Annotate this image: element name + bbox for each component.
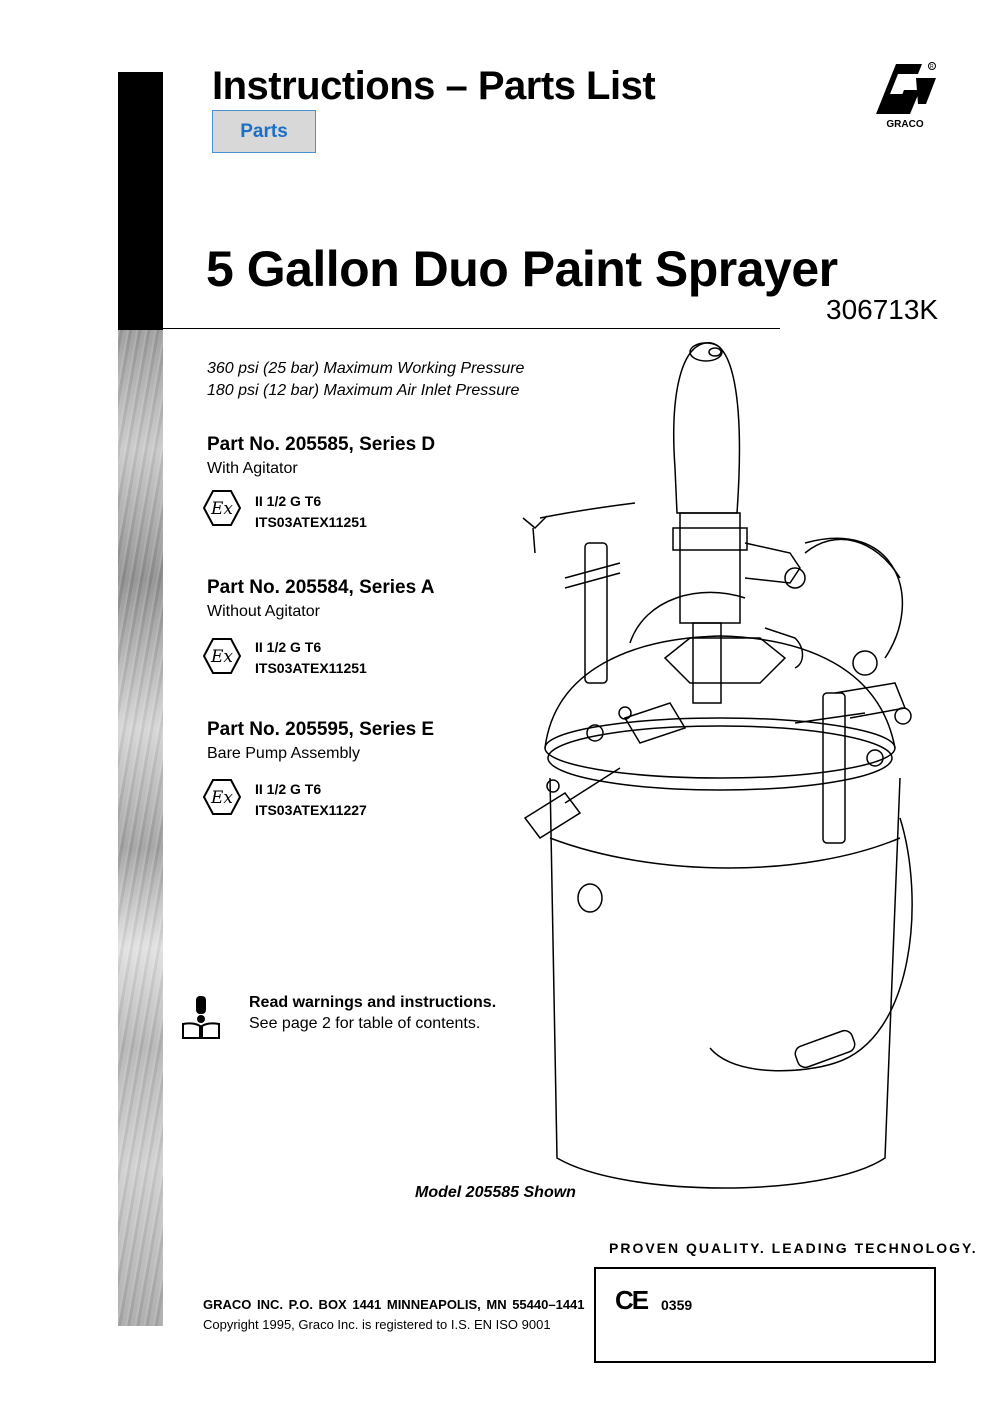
- cert-number: ITS03ATEX11227: [255, 802, 367, 818]
- parts-badge[interactable]: Parts: [212, 110, 316, 153]
- part-number-2: Part No. 205584, Series A: [207, 577, 435, 598]
- warning-manual-icon: [181, 994, 221, 1040]
- cert-rating: II 1/2 G T6: [255, 639, 322, 655]
- spec-air-inlet-pressure: 180 psi (12 bar) Maximum Air Inlet Pressure: [207, 382, 520, 399]
- footer-address: GRACO INC. P.O. BOX 1441 MINNEAPOLIS, MN 55440–1441: [203, 1297, 585, 1312]
- cert-number: ITS03ATEX11251: [255, 660, 367, 676]
- cert-rating: II 1/2 G T6: [255, 493, 322, 509]
- document-number: 306713K: [826, 294, 939, 325]
- graco-logo-icon: [872, 60, 938, 130]
- side-black-bar: [118, 72, 163, 330]
- cert-block-3: [255, 779, 367, 821]
- svg-text:Ex: Ex: [211, 499, 233, 519]
- ce-mark-icon: CE: [615, 1285, 648, 1315]
- atex-ex-icon: [203, 778, 241, 816]
- cert-block-2: [255, 637, 367, 679]
- logo-text: GRACO: [886, 119, 924, 130]
- footer-copyright: Copyright 1995, Graco Inc. is registered to I.S. EN ISO 9001: [203, 1317, 551, 1332]
- svg-text:R: R: [930, 64, 934, 70]
- side-metal-bar: [118, 330, 163, 1326]
- figure-caption: Model 205585 Shown: [415, 1184, 576, 1201]
- part-number-1: Part No. 205585, Series D: [207, 434, 436, 455]
- cert-number: ITS03ATEX11251: [255, 514, 367, 530]
- ce-notified-body-number: 0359: [661, 1297, 693, 1313]
- tagline: PROVEN QUALITY. LEADING TECHNOLOGY.: [609, 1240, 978, 1256]
- header-title: Instructions – Parts List: [212, 64, 656, 108]
- atex-ex-icon: [203, 637, 241, 675]
- svg-text:Ex: Ex: [211, 647, 233, 667]
- spec-working-pressure: 360 psi (25 bar) Maximum Working Pressure: [207, 360, 525, 377]
- page-title: 5 Gallon Duo Paint Sprayer: [206, 241, 838, 297]
- part-desc-2: Without Agitator: [207, 603, 320, 620]
- part-number-3: Part No. 205595, Series E: [207, 719, 435, 740]
- cert-block-1: [255, 491, 367, 533]
- part-desc-1: With Agitator: [207, 460, 298, 477]
- sprayer-illustration: [505, 338, 935, 1208]
- svg-text:Ex: Ex: [211, 788, 233, 808]
- title-rule: [163, 328, 780, 329]
- part-desc-3: Bare Pump Assembly: [207, 745, 360, 762]
- warning-heading: Read warnings and instructions.: [249, 994, 497, 1011]
- atex-ex-icon: [203, 489, 241, 527]
- cert-rating: II 1/2 G T6: [255, 781, 322, 797]
- warning-subtext: See page 2 for table of contents.: [249, 1015, 481, 1032]
